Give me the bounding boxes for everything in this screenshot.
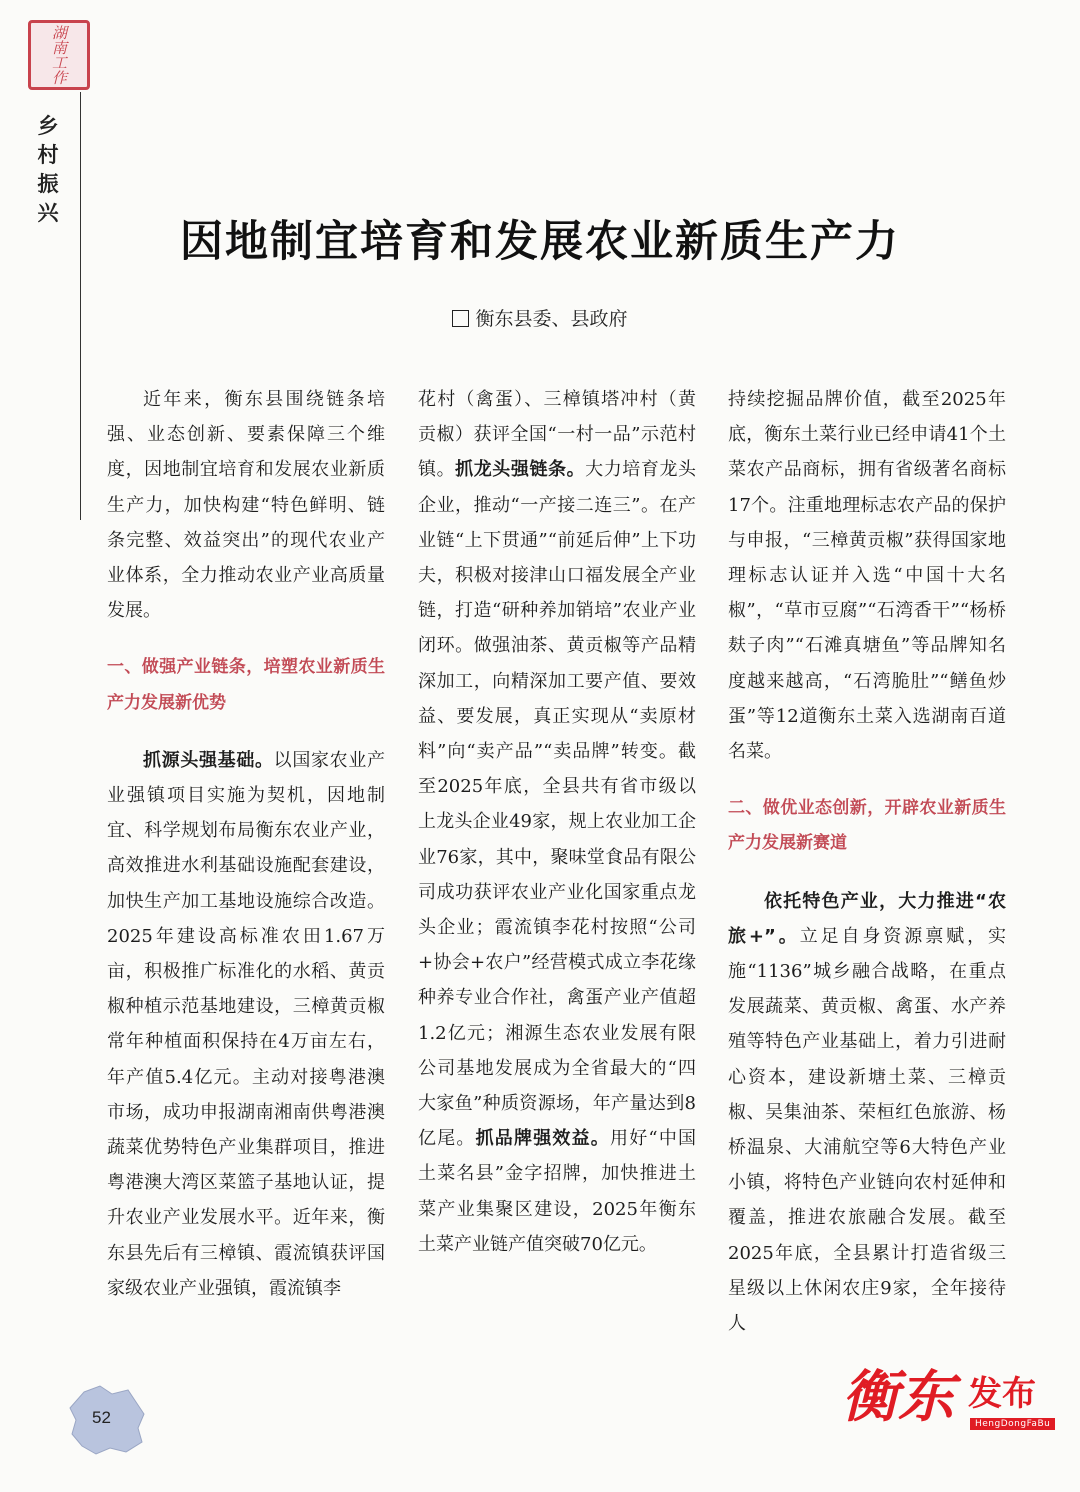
body-leader: 大力培育龙头企业，推动“一产接二连三”。在产业链“上下贯通”“前延后伸”上下功夫，积极对接津山口福发展全产业链，打造“研种养加销培”农业产业闭环。做强油茶、黄贡椒等产品精深加工，向精深加工要产值、要效益、要发展，真正实现从“卖原材料”向“卖产品”“卖品牌”转变。截至2025年底，全县共有省市级以上龙头企业49家，规上农业加工企业76家，其中，聚味堂食品有限公司成功获评农业产业化国家重点龙头企业；霞流镇李花村按照“公司+协会+农户”经营模式成立李花缘种养专业合作社，禽蛋产业产值超1.2亿元；湘源生态农业发展有限公司基地发展成为全省最大的“四大家鱼”种质资源场，年产量达到8亿尾。: [418, 459, 697, 1150]
intro-paragraph: 近年来，衡东县围绕链条培强、业态创新、要素保障三个维度，因地制宜培育和发展农业新质生产力，加快构建“特色鲜明、链条完整、效益突出”的现代农业产业体系，全力推动农业产业高质量发展。: [107, 389, 385, 622]
column-2: [418, 382, 696, 1262]
paragraph-continue: [418, 382, 696, 1262]
byline-box-icon: [452, 310, 469, 327]
body-agritourism: 立足自身资源禀赋，实施“1136”城乡融合战略，在重点发展蔬菜、黄贡椒、禽蛋、水产养殖等特色产业基础上，着力引进耐心资本，建设新塘土菜、三樟贡椒、吴集油茶、荣桓红色旅游、杨桥温泉、大浦航空等6大特色产业小镇，将特色产业链向农村延伸和覆盖，推进农旅融合发展。截至2025年底，全县累计打造省级三星级以上休闲农庄9家，全年接待人: [728, 925, 1006, 1335]
paragraph-agritourism: [728, 884, 1006, 1342]
lead-agritourism: 依托特色产业，大力推进“农旅+”。: [728, 890, 1006, 947]
section-heading-1: 一、做强产业链条，培塑农业新质生产力发展新优势: [107, 657, 385, 713]
logo-main-text: 衡东: [842, 1365, 954, 1430]
section-heading-2: 二、做优业态创新，开辟农业新质生产力发展新赛道: [728, 798, 1006, 854]
column-1: [107, 382, 385, 1306]
byline: [0, 304, 1080, 331]
body-continue: 花村（禽蛋）、三樟镇塔冲村（黄贡椒）获评全国“一村一品”示范村镇。: [418, 389, 696, 481]
paragraph-brand-value: 持续挖掘品牌价值，截至2025年底，衡东土菜行业已经申请41个土菜农产品商标，拥有省级著名商标17个。注重地理标志农产品的保护与申报，“三樟黄贡椒”获得国家地理标志认证并入选“中国十大名椒”，“草市豆腐”“石湾香干”“杨桥麸子肉”“石滩真塘鱼”等品牌知名度越来越高，“石湾脆肚”“鳝鱼炒蛋”等12道衡东土菜入选湖南百道名菜。: [728, 389, 1006, 763]
article-title: 因地制宜培育和发展农业新质生产力: [180, 217, 900, 267]
seal-text: 湖南工作: [50, 25, 68, 85]
page-number: 52: [92, 1408, 111, 1427]
body-brand: 用好“中国土菜名县”金字招牌，加快推进土菜产业集聚区建设，2025年衡东土菜产业链产值突破70亿元。: [418, 1128, 697, 1255]
lead-leader: 抓龙头强链条。: [455, 459, 586, 481]
column-3: [728, 382, 1006, 1341]
body-source: 以国家农业产业强镇项目实施为契机，因地制宜、科学规划布局衡东农业产业，高效推进水利基础设施配套建设，加快生产加工基地设施综合改造。2025年建设高标准农田1.67万亩，积极推广标准化的水稻、黄贡椒种植示范基地建设，三樟黄贡椒常年种植面积保持在4万亩左右，年产值5.4亿元。主动对接粤港澳市场，成功申报湖南湘南供粤港澳蔬菜优势特色产业集群项目，推进粤港澳大湾区菜篮子基地认证，提升农业产业发展水平。近年来，衡东县先后有三樟镇、霞流镇获评国家级农业产业强镇，霞流镇李: [107, 749, 386, 1299]
lead-brand: 抓品牌强效益。: [475, 1128, 611, 1150]
magazine-seal: [28, 20, 90, 90]
logo-pinyin: HengDongFaBu: [970, 1418, 1055, 1430]
paragraph-source: [107, 743, 385, 1306]
lead-source: 抓源头强基础。: [143, 749, 274, 771]
hengdong-fabu-logo: [842, 1364, 1062, 1440]
logo-suffix-text: 发布: [968, 1374, 1036, 1414]
section-label: 乡村振兴: [37, 114, 59, 225]
byline-text: 衡东县委、县政府: [475, 308, 628, 330]
